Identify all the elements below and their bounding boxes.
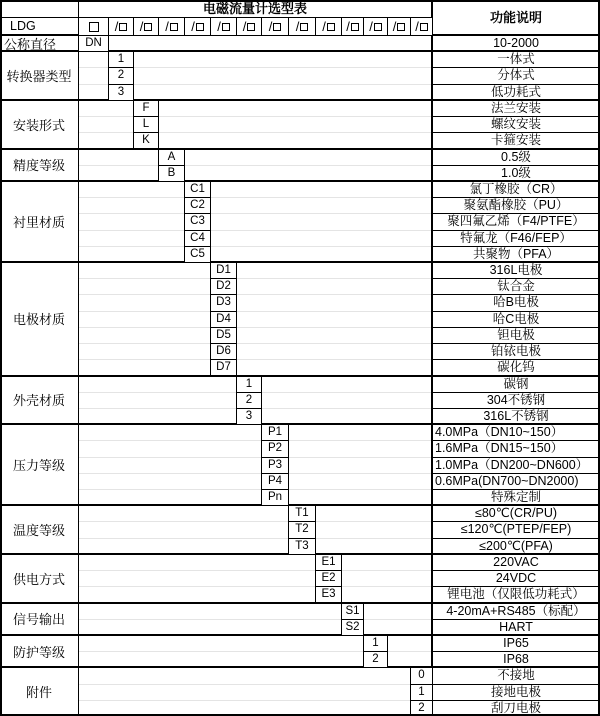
category-label: 供电方式 (12, 571, 65, 587)
code-placeholder-cell (210, 17, 237, 36)
option-description: 特殊定制 (490, 490, 541, 504)
row-separator-faint-line (79, 359, 431, 360)
option-description: IP68 (503, 652, 529, 667)
square-placeholder-icon (327, 23, 335, 31)
option-description: 0.5级 (501, 149, 531, 164)
option-code-box: S2 (341, 619, 364, 636)
category-label: 转换器类型 (6, 69, 72, 85)
option-code-box: C2 (184, 197, 211, 214)
row-separator-faint-line (79, 521, 431, 522)
option-description: 刮刀电极 (490, 700, 541, 715)
label-column-divider (78, 0, 79, 716)
square-placeholder-icon (374, 23, 382, 31)
table-title: 电磁流量计选型表 (202, 1, 307, 16)
option-code-box: 2 (410, 700, 433, 716)
square-placeholder-icon (196, 23, 204, 31)
option-description: 24VDC (495, 571, 537, 586)
option-code-box: C4 (184, 230, 211, 247)
option-code-box: E1 (315, 554, 342, 571)
option-description: 10-2000 (493, 36, 539, 50)
option-description: 低功耗式 (490, 84, 541, 99)
slash-glyph: / (392, 18, 397, 34)
option-code-box: 1 (410, 684, 433, 701)
option-code-box: P1 (261, 424, 289, 441)
row-separator-faint-line (79, 116, 431, 117)
option-code-box: D2 (210, 278, 237, 295)
category-label: 安装形式 (12, 117, 65, 133)
square-placeholder-icon (351, 23, 359, 31)
option-description: ≤80℃(CR/PU) (474, 506, 558, 521)
row-separator-faint-line (79, 570, 431, 571)
option-description: 316L不锈钢 (483, 408, 549, 423)
code-placeholder-cell (158, 17, 185, 36)
row-separator-faint-line (79, 700, 431, 701)
option-code-box: 1 (236, 376, 262, 393)
option-description: 接地电极 (490, 684, 541, 699)
option-code-box: P3 (261, 457, 289, 474)
option-code-box: 2 (236, 392, 262, 409)
option-code-box: L (133, 116, 159, 133)
row-separator-faint-line (79, 165, 431, 166)
slash-glyph: / (415, 18, 419, 34)
option-description: 哈C电极 (492, 311, 540, 326)
option-description: 锂电池（仅限低功耗式） (447, 587, 585, 602)
slash-glyph: / (139, 18, 144, 34)
option-description: HART (499, 619, 533, 634)
slash-glyph: / (242, 18, 247, 34)
slash-glyph: / (217, 18, 221, 34)
option-description: IP65 (503, 635, 529, 650)
category-label: 衬里材质 (12, 214, 65, 230)
option-description: ≤120℃(PTEP/FEP) (460, 522, 572, 537)
option-code-box: F (133, 100, 159, 117)
square-placeholder-icon (247, 23, 255, 31)
slash-glyph: / (268, 18, 273, 34)
option-description: 哈B电极 (493, 295, 539, 310)
option-description: 钛合金 (497, 279, 535, 294)
category-label: 公称直径 (4, 36, 57, 52)
option-description: 1.0级 (501, 165, 531, 180)
row-separator-faint-line (79, 213, 431, 214)
square-placeholder-icon (420, 23, 428, 31)
option-description: 共聚物（PFA） (472, 246, 560, 261)
option-description: 4.0MPa（DN10~150） (435, 425, 564, 440)
option-description: 氯丁橡胶（CR） (469, 181, 563, 196)
option-description: 碳化钨 (497, 360, 535, 375)
option-description: 碳钢 (503, 376, 529, 391)
row-separator-faint-line (79, 246, 431, 247)
option-code-box: 2 (363, 651, 388, 668)
slash-glyph: / (295, 18, 300, 34)
row-separator-faint-line (79, 311, 431, 312)
slash-glyph: / (322, 18, 326, 34)
code-placeholder-cell (410, 17, 433, 36)
slash-glyph: / (114, 18, 119, 34)
option-description: 1.0MPa（DN200~DN600） (435, 457, 589, 472)
option-description: 316L电极 (489, 263, 543, 277)
option-description: 铂铱电极 (490, 344, 541, 359)
option-code-box: P2 (261, 440, 289, 457)
option-code-box: DN (78, 35, 109, 52)
option-description: 分体式 (497, 68, 535, 83)
option-code-box: D5 (210, 327, 237, 344)
row-separator-faint-line (79, 132, 431, 133)
category-label: 防护等级 (12, 644, 65, 660)
row-separator-faint-line (79, 197, 431, 198)
option-code-box: E3 (315, 586, 342, 603)
first-code-placeholder-cell (78, 17, 109, 36)
option-code-box: D3 (210, 294, 237, 311)
row-separator-faint-line (79, 473, 431, 474)
code-placeholder-cell (387, 17, 411, 36)
option-description: 螺纹安装 (490, 117, 541, 132)
row-separator-faint-line (79, 294, 431, 295)
option-code-box: C5 (184, 246, 211, 263)
square-placeholder-icon (300, 23, 308, 31)
category-label: 电极材质 (12, 312, 65, 328)
row-separator-faint-line (79, 327, 431, 328)
square-placeholder-icon (170, 23, 178, 31)
row-separator-faint-line (79, 230, 431, 231)
option-code-box: B (158, 165, 185, 182)
category-label: 附件 (25, 685, 52, 701)
option-description: 304不锈钢 (486, 392, 546, 407)
option-code-box: 0 (410, 667, 433, 684)
function-column-header: 功能说明 (489, 10, 542, 25)
option-code-box: C3 (184, 213, 211, 230)
square-placeholder-icon (89, 22, 99, 32)
option-code-box: P4 (261, 473, 289, 490)
option-code-box: 1 (363, 635, 388, 652)
code-placeholder-cell (288, 17, 316, 36)
row-separator-faint-line (79, 586, 431, 587)
category-label: 压力等级 (12, 458, 65, 474)
slash-glyph: / (369, 18, 373, 34)
option-description: ≤200℃(PFA) (479, 538, 553, 553)
code-placeholder-cell (133, 17, 159, 36)
option-description: 4-20mA+RS485（标配） (446, 603, 586, 618)
option-code-box: 3 (108, 84, 134, 101)
row-separator-faint-line (79, 278, 431, 279)
option-code-box: T1 (288, 505, 316, 522)
option-description: 聚氨酯橡胶（PU） (463, 198, 569, 213)
category-label: 外壳材质 (12, 393, 65, 409)
row-separator-faint-line (79, 489, 431, 490)
option-code-box: D1 (210, 262, 237, 279)
option-description: 卡箍安装 (490, 133, 541, 148)
option-description: 1.6MPa（DN15~150） (435, 441, 564, 456)
row-separator-faint-line (79, 538, 431, 539)
square-placeholder-icon (144, 23, 152, 31)
option-description: 一体式 (497, 52, 535, 67)
option-code-box: E2 (315, 570, 342, 587)
square-placeholder-icon (397, 23, 405, 31)
option-code-box: D7 (210, 359, 237, 376)
option-code-box: 2 (108, 67, 134, 84)
option-description: 聚四氟乙烯（F4/PTFE） (447, 214, 585, 229)
code-placeholder-cell (315, 17, 342, 36)
option-code-box: K (133, 132, 159, 149)
row-separator-faint-line (79, 343, 431, 344)
row-separator-faint-line (79, 684, 431, 685)
option-code-box: 3 (236, 408, 262, 425)
option-description: 0.6MPa(DN700~DN2000) (435, 473, 579, 488)
model-prefix-cell: LDG (10, 19, 36, 33)
row-separator-faint-line (79, 619, 431, 620)
category-label: 精度等级 (12, 158, 65, 174)
square-placeholder-icon (119, 23, 127, 31)
option-code-box: S1 (341, 603, 364, 620)
option-code-box: 1 (108, 51, 134, 68)
row-separator-faint-line (79, 440, 431, 441)
slash-glyph: / (165, 18, 169, 34)
option-code-box: A (158, 149, 185, 166)
option-code-box: C1 (184, 181, 211, 198)
option-description: 特氟龙（F46/FEP） (460, 230, 572, 245)
option-code-box: Pn (261, 489, 289, 506)
row-separator-faint-line (79, 457, 431, 458)
code-placeholder-cell (184, 17, 211, 36)
code-placeholder-cell (341, 17, 364, 36)
code-placeholder-cell (261, 17, 289, 36)
slash-glyph: / (191, 18, 195, 34)
code-placeholder-cell (236, 17, 262, 36)
option-code-box: T2 (288, 521, 316, 538)
option-code-box: D4 (210, 311, 237, 328)
option-code-box: D6 (210, 343, 237, 360)
option-description: 220VAC (493, 554, 539, 569)
square-placeholder-icon (222, 23, 230, 31)
option-description: 钽电极 (497, 327, 535, 342)
code-placeholder-cell (108, 17, 134, 36)
slash-glyph: / (346, 18, 350, 34)
category-label: 温度等级 (12, 523, 65, 539)
option-description: 法兰安装 (490, 100, 541, 115)
square-placeholder-icon (273, 23, 281, 31)
category-label: 信号输出 (12, 612, 65, 628)
option-code-box: T3 (288, 538, 316, 555)
option-description: 不接地 (497, 668, 535, 683)
code-placeholder-cell (363, 17, 388, 36)
